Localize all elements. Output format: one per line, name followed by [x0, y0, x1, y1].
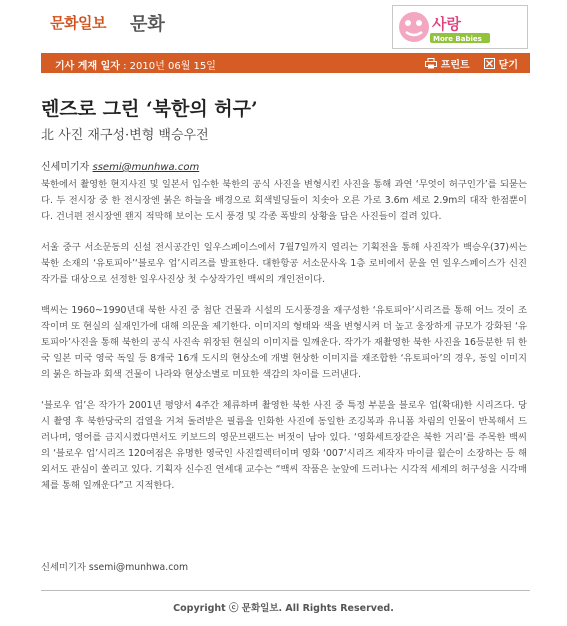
page-header: [0, 0, 567, 52]
publish-date: [55, 57, 216, 72]
printer-icon: [425, 58, 437, 69]
footer-divider: [41, 590, 530, 591]
article-info-bar: [41, 53, 530, 73]
date-label: 기사 게재 일자: [55, 61, 120, 72]
close-label: 닫기: [498, 60, 518, 71]
date-value: : 2010년 06월 15일: [119, 61, 216, 72]
paragraph: 백씨는 1960~1990년대 북한 사진 중 첨단 건물과 시설의 도시풍경을 재구성한 ‘유토피아’시리즈를 통해 어느 것이 조작이며 또 현실의 실재인가에 대해 의문을 제기한다. 이미지의 형태와 색을 변형시켜 더 높고 웅장하게 규모가 강화된 ‘유토피아’사진을 통해 북한의 공식 사진속 위장된 현실의 이미지를 일깨운다. 작가가 재촬영한 북한 사진을 16등분한 뒤 한국 일본 미국 영국 독일 등 8개국 16개 도시의 현상소에 개별 현상한 이미지를 재조합한 ‘유토피아’의 경우, 동일 이미지의 붉은 하늘과 회색 건물이 나라와 현상소별로 미묘한 색감의 차이를 드러낸다.: [41, 305, 527, 380]
byline-email-link[interactable]: ssemi@munhwa.com: [92, 162, 200, 173]
paragraph: 서울 중구 서소문동의 신설 전시공간인 일우스페이스에서 7월7일까지 열리는 기획전을 통해 사진작가 백승우(37)씨는 북한 소재의 ‘유토피아’‘블로우 업’시리즈를 발표한다. 대한항공 서소문사옥 1층 로비에서 문을 연 일우스페이스가 신진작가를 대상으로 선정한 일우사진상 첫 수상작가인 백씨의 개인전이다.: [41, 242, 527, 285]
svg-text:사랑: 사랑: [432, 15, 461, 33]
munhwa-logo[interactable]: 문화일보: [50, 14, 106, 32]
article-body: [41, 177, 527, 509]
section-title: 문화: [130, 14, 165, 35]
copyright-footer: Copyright ⓒ 문화일보. All Rights Reserved.: [173, 603, 394, 614]
more-babies-banner[interactable]: [392, 5, 528, 49]
article-title: 렌즈로 그린 ‘북한의 허구’: [41, 98, 258, 120]
byline-name: 신세미기자: [41, 162, 90, 173]
close-button[interactable]: [484, 56, 518, 71]
byline: [41, 158, 199, 173]
close-icon: [484, 58, 495, 69]
paragraph: 북한에서 촬영한 현지사진 및 일본서 입수한 북한의 공식 사진을 변형시킨 사진을 통해 과연 ‘무엇이 허구인가’를 되묻는다. 두 전시장 중 한 전시장엔 붉은 하늘을 배경으로 회색빌딩들이 치솟아 오른 가로 3.6m 세로 2.9m의 대작 한점뿐이다. 건너편 전시장엔 왠지 적막해 보이는 도시 풍경 및 각종 폭발의 상황을 담은 사진들이 걸려 있다.: [41, 179, 527, 222]
paragraph: ‘블로우 업’은 작가가 2001년 평양서 4주간 체류하며 촬영한 북한 사진 중 특정 부분을 블로우 업(확대)한 시리즈다. 당시 촬영 후 북한당국의 검열을 거쳐 돌려받은 필름을 인화한 사진에 동일한 조깅복과 유니폼 차림의 인물이 반복해서 드러나며, 영어를 금지시켰다면서도 키보드의 영문브랜드는 버젓이 남아 있다. ‘영화세트장같은 북한 거리’를 주목한 백씨의 ‘블로우 업’시리즈 120여점은 유명한 영국인 사진컬렉터이며 영화 ‘007’시리즈 제작자 마이클 윌슨이 소장하는 등 해외서도 관심이 쏠리고 있다. 기획자 신수진 연세대 교수는 “백씨 작품은 눈앞에 드러나는 시각적 세계의 허구성을 시각매체를 통해 일깨운다”고 지적한다.: [41, 400, 527, 491]
svg-text:More Babies: More Babies: [433, 35, 482, 43]
article-subtitle: 北 사진 재구성·변형 백승우전: [41, 128, 209, 143]
article-signature: 신세미기자 ssemi@munhwa.com: [41, 562, 189, 573]
print-button[interactable]: [425, 56, 470, 71]
print-label: 프린트: [440, 60, 470, 71]
